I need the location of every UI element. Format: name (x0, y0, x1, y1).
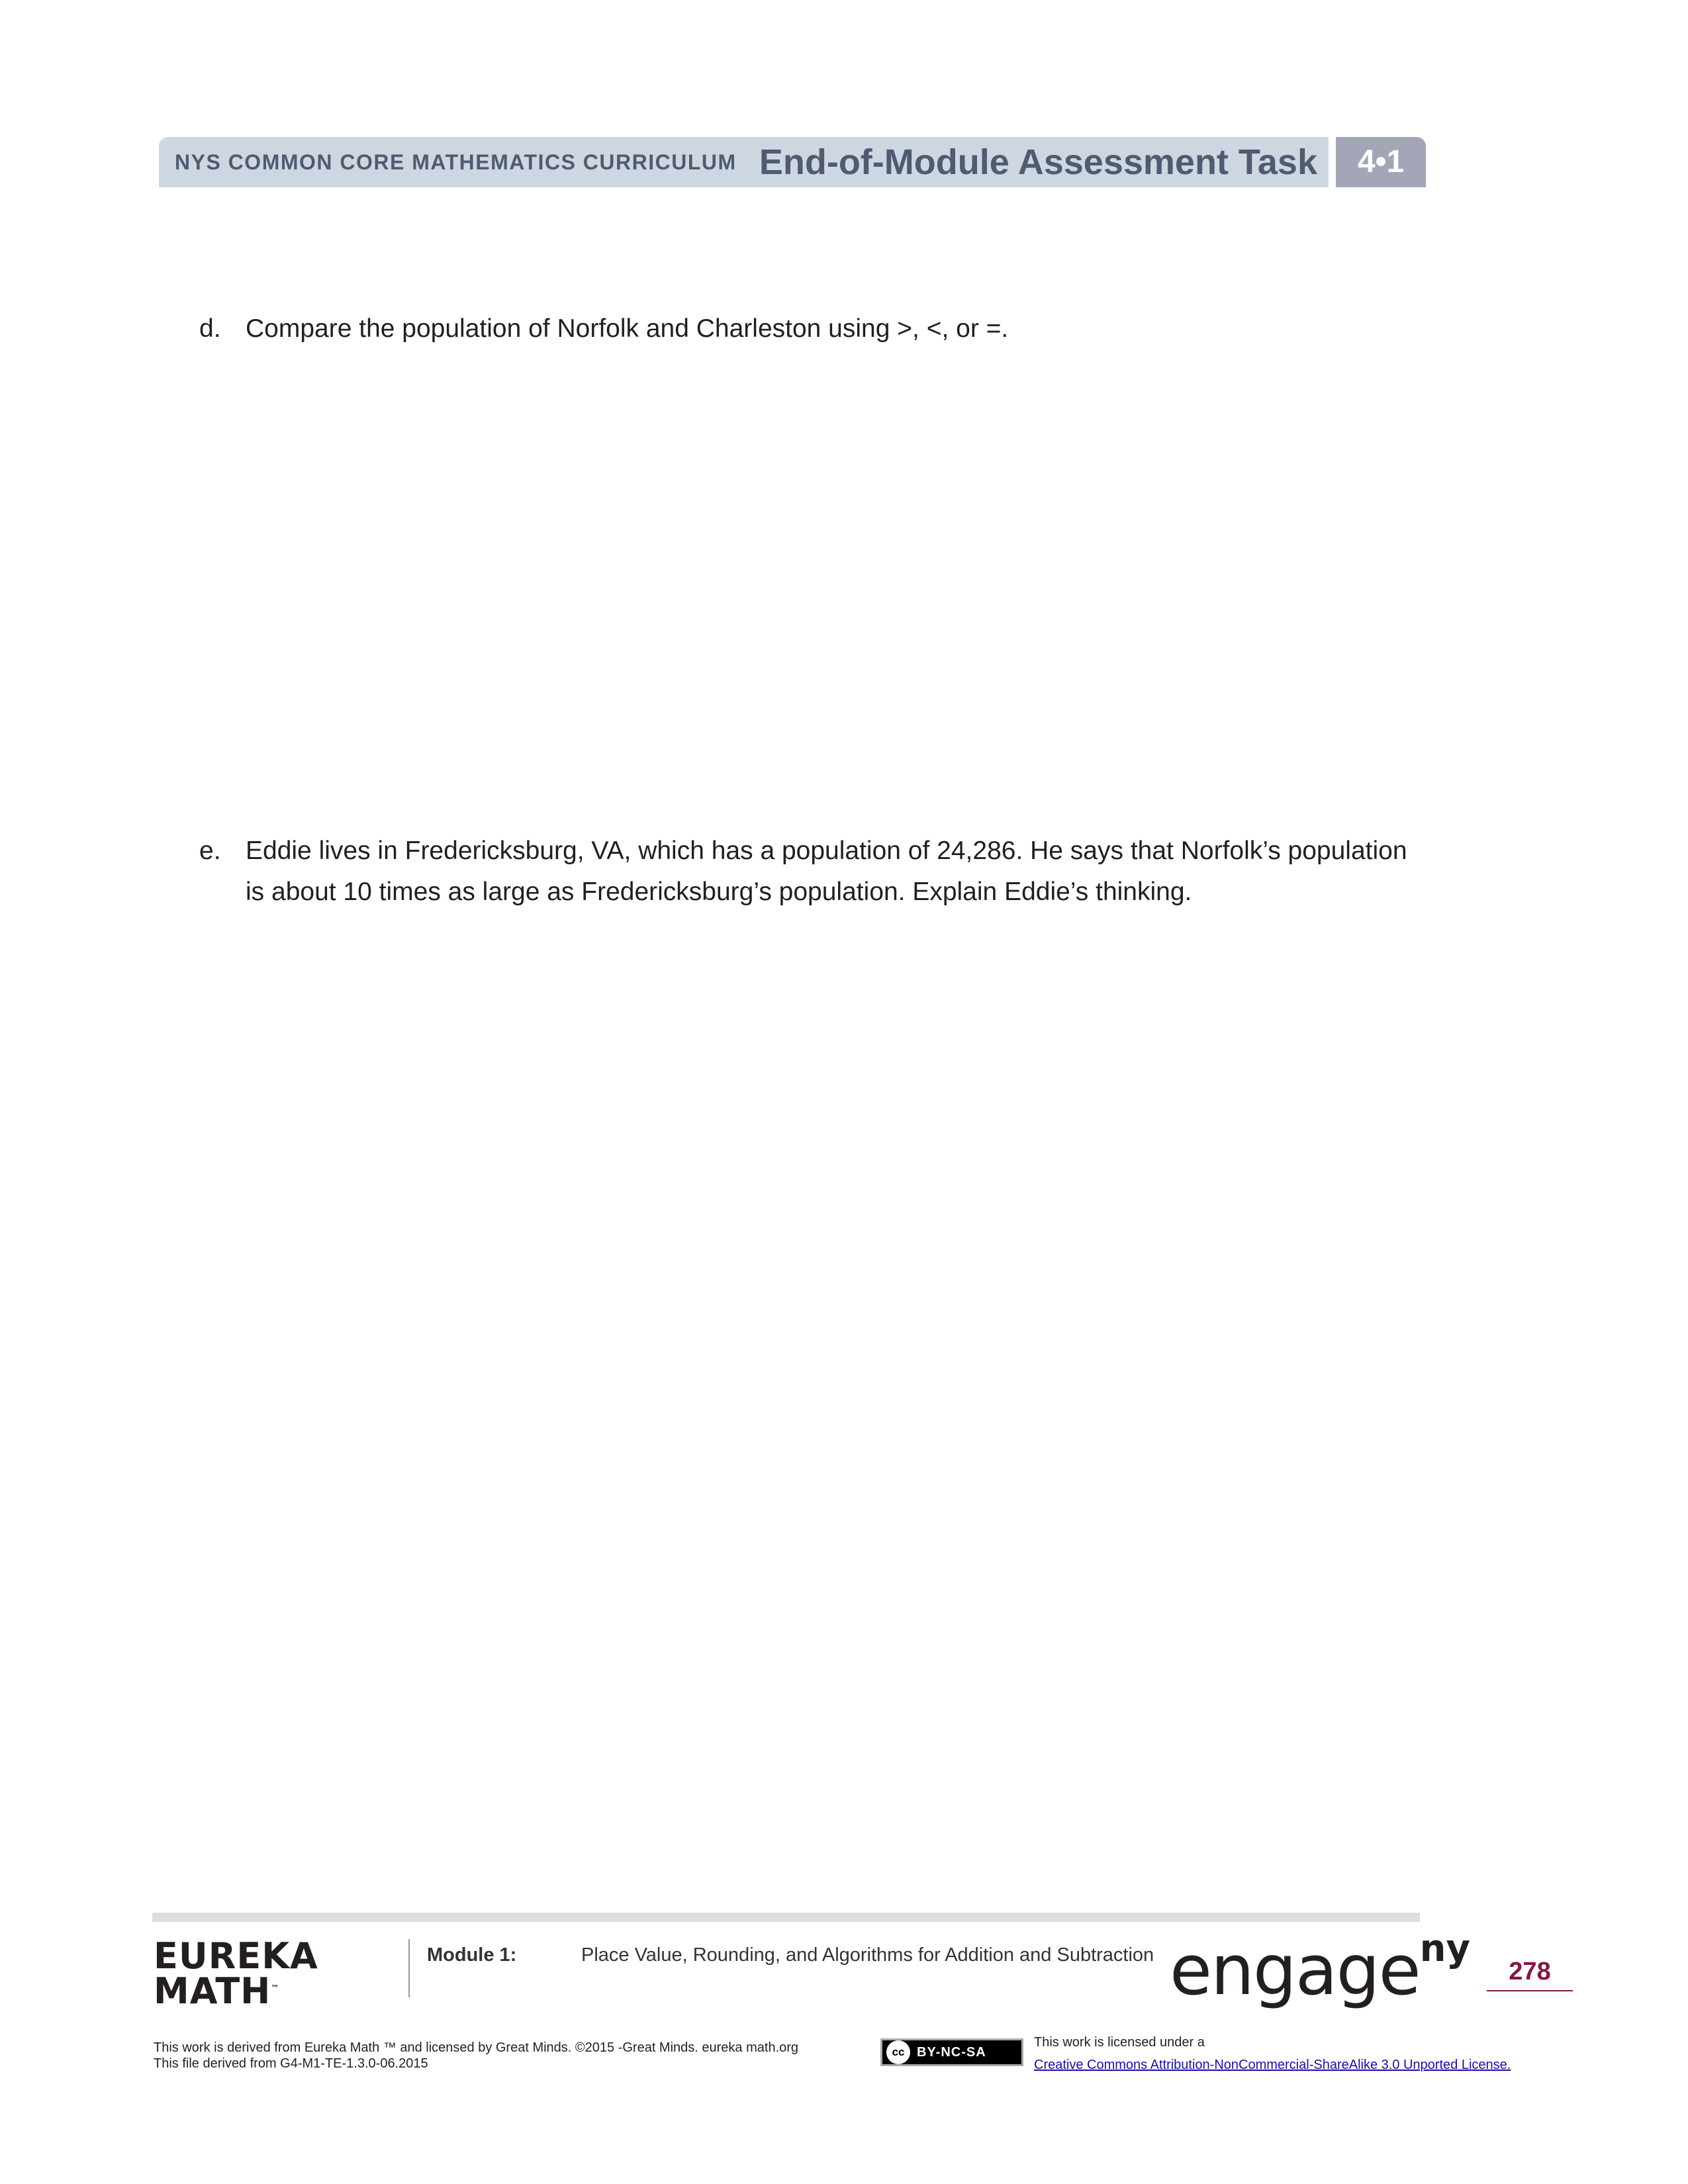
question-text-line: is about 10 times as large as Fredericksburg’s population. Explain Eddie’s thinking. (246, 878, 1192, 906)
question-label: e. (199, 837, 221, 865)
creative-commons-badge (880, 2038, 1023, 2066)
ny-text: ny (1419, 1927, 1471, 1970)
file-notice: This file derived from G4-M1-TE-1.3.0-06.2015 (154, 2056, 428, 2071)
grade-module-badge: 4•1 (1336, 137, 1426, 187)
license-intro: This work is licensed under a (1034, 2035, 1205, 2050)
eureka-math-logo (154, 1935, 318, 2012)
module-label: Module 1: (427, 1944, 517, 1966)
cc-icon: cc (886, 2040, 910, 2064)
question-text-line: Eddie lives in Fredericksburg, VA, which has a population of 24,286. He says that Norfolk’s population (246, 837, 1407, 865)
logo-line: MATH (154, 1970, 271, 2012)
logo-line: EUREKA (154, 1935, 318, 1977)
question-text: Compare the population of Norfolk and Charleston using >, <, or =. (246, 314, 1009, 343)
cc-license-type: BY-NC-SA (917, 2044, 986, 2060)
question-label: d. (199, 314, 221, 343)
footer-separator (408, 1939, 410, 1997)
derived-notice: This work is derived from Eureka Math ™ and licensed by Great Minds. ©2015 -Great Minds. eureka math.org (154, 2040, 799, 2055)
module-topic: Place Value, Rounding, and Algorithms for Addition and Subtraction (581, 1944, 1154, 1966)
engage-text: engage (1170, 1930, 1420, 2011)
license-link[interactable]: Creative Commons Attribution-NonCommercial-ShareAlike 3.0 Unported License. (1034, 2058, 1511, 2072)
page-title: End-of-Module Assessment Task (759, 142, 1317, 182)
trademark: ™ (271, 1983, 279, 1993)
question-text (246, 831, 1503, 913)
page-number: 278 (1487, 1958, 1573, 1991)
footer-divider (152, 1913, 1420, 1922)
engageny-logo (1170, 1927, 1471, 2019)
curriculum-label: NYS COMMON CORE MATHEMATICS CURRICULUM (175, 150, 737, 174)
